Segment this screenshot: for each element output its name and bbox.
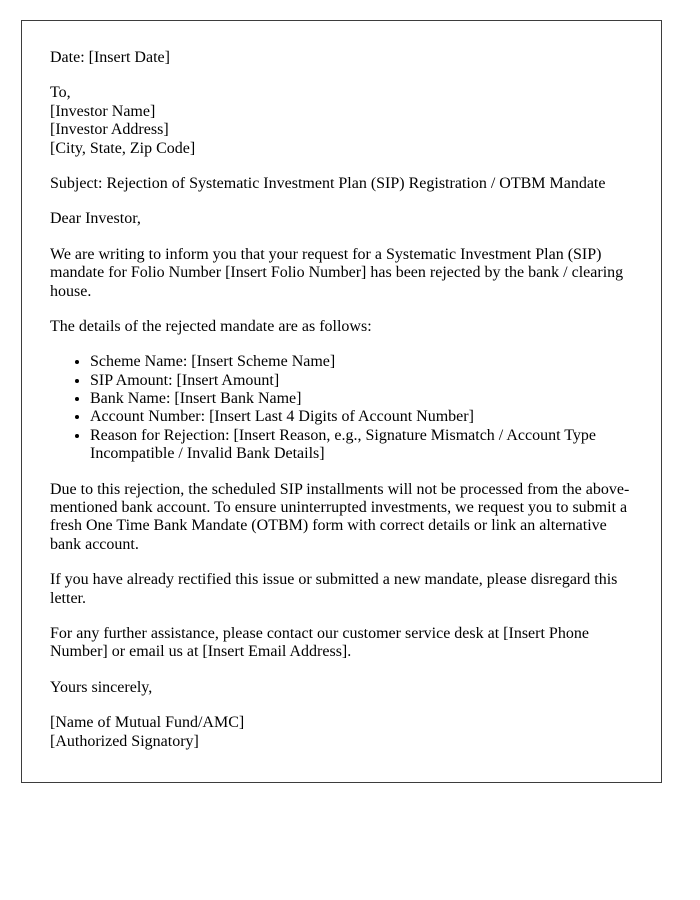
detail-sip-amount: • SIP Amount: [Insert Amount] [90, 372, 633, 390]
subject-line: Subject: Rejection of Systematic Investment Plan (SIP) Registration / OTBM Mandate [50, 174, 606, 192]
signature-authorized-signatory: [Authorized Signatory] [50, 732, 199, 750]
rejected-mandate-details-list [50, 353, 633, 463]
detail-account-number: • Account Number: [Insert Last 4 Digits of Account Number] [90, 408, 633, 426]
intro-paragraph: We are writing to inform you that your request for a Systematic Investment Plan (SIP) mandate for Folio Number [Insert Folio Number] has been rejected by the bank / clearing house. [50, 245, 624, 300]
recipient-block [50, 84, 633, 158]
detail-bank-name: • Bank Name: [Insert Bank Name] [90, 390, 633, 408]
consequence-paragraph: Due to this rejection, the scheduled SIP installments will not be processed from the above-mentioned bank account. To ensure uninterrupted investments, we request you to submit a fresh One Time Bank Mandate (OTBM) form with correct details or link an alternative bank account. [50, 480, 630, 553]
disregard-paragraph: If you have already rectified this issue or submitted a new mandate, please disregard this letter. [50, 571, 618, 607]
recipient-to: To, [50, 84, 71, 102]
letter-document [21, 20, 662, 783]
contact-paragraph: For any further assistance, please contact our customer service desk at [Insert Phone Number] or email us at [Insert Email Address]. [50, 624, 589, 661]
signature-block [50, 714, 633, 751]
details-intro: The details of the rejected mandate are as follows: [50, 317, 372, 335]
detail-rejection-reason: • Reason for Rejection: [Insert Reason, e.g., Signature Mismatch / Account Type Incompatible / Invalid Bank Details] [90, 427, 633, 464]
recipient-city-state-zip: [City, State, Zip Code] [50, 139, 196, 157]
recipient-address: [Investor Address] [50, 121, 169, 139]
detail-scheme-name: • Scheme Name: [Insert Scheme Name] [90, 353, 633, 371]
signature-fund-name: [Name of Mutual Fund/AMC] [50, 714, 245, 732]
salutation: Dear Investor, [50, 210, 141, 228]
recipient-name: [Investor Name] [50, 102, 156, 120]
date-line: Date: [Insert Date] [50, 49, 170, 66]
closing: Yours sincerely, [50, 678, 153, 696]
